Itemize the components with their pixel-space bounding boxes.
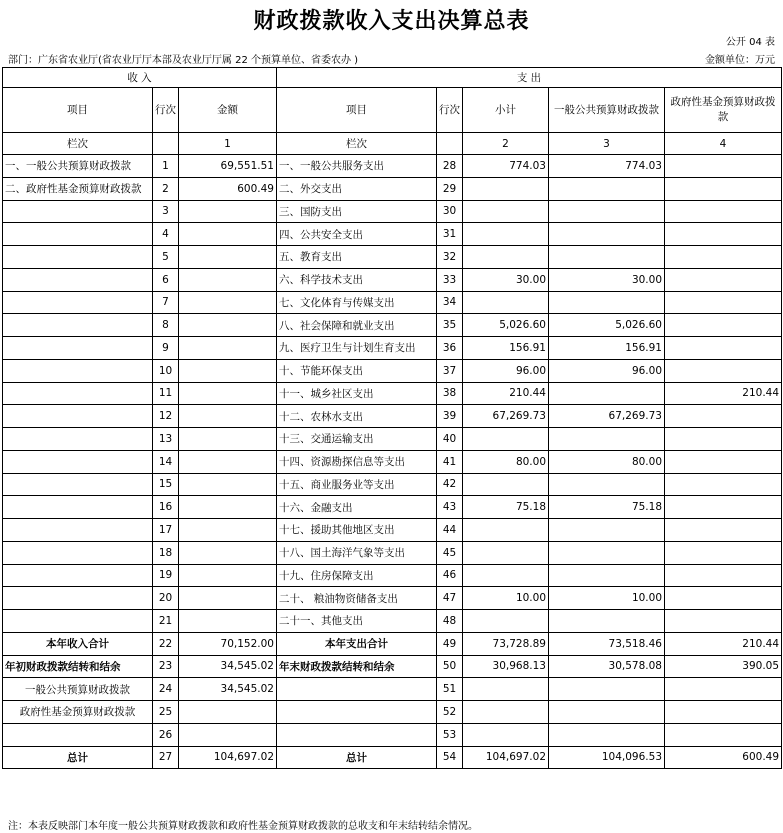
- report-title: 财政拨款收入支出决算总表: [253, 9, 530, 34]
- expense-rowno-cell: 46: [437, 564, 463, 587]
- table-row: [3, 359, 782, 382]
- income-rowno-cell: 14: [153, 450, 179, 473]
- general-budget-cell: [549, 519, 665, 542]
- expense-rowno-cell: 33: [437, 268, 463, 291]
- gov-fund-cell: 390.05: [665, 655, 782, 678]
- income-item-cell: [3, 246, 153, 269]
- subtotal-cell: 67,269.73: [463, 405, 549, 428]
- table-row: [3, 291, 782, 314]
- income-amount-cell: [179, 382, 277, 405]
- table-row: [3, 541, 782, 564]
- expense-item-cell: 十四、资源勘探信息等支出: [277, 450, 437, 473]
- table-row: [3, 314, 782, 337]
- income-rowno-header: 行次: [153, 88, 179, 133]
- income-item-cell: [3, 200, 153, 223]
- gov-fund-cell: [665, 155, 782, 178]
- income-amount-cell: [179, 200, 277, 223]
- expense-item-cell: 二十一、其他支出: [277, 610, 437, 633]
- expense-item-cell: 二、外交支出: [277, 177, 437, 200]
- expense-item-cell: 总计: [277, 746, 437, 769]
- income-rowno-cell: 10: [153, 359, 179, 382]
- subtotal-cell: [463, 428, 549, 451]
- table-row: [3, 496, 782, 519]
- general-budget-cell: [549, 473, 665, 496]
- expense-item-cell: 十七、援助其他地区支出: [277, 519, 437, 542]
- expense-rowno-cell: 30: [437, 200, 463, 223]
- expense-rowno-cell: 31: [437, 223, 463, 246]
- header-row-sections: [3, 68, 782, 88]
- table-row: [3, 610, 782, 633]
- income-amount-cell: [179, 405, 277, 428]
- table-row: [3, 246, 782, 269]
- table-row: [3, 519, 782, 542]
- income-item-cell: [3, 587, 153, 610]
- gov-fund-cell: [665, 268, 782, 291]
- income-rowno-cell: 25: [153, 701, 179, 724]
- income-rowno-cell: 2: [153, 177, 179, 200]
- expense-item-cell: 四、公共安全支出: [277, 223, 437, 246]
- subtotal-cell: [463, 723, 549, 746]
- subtotal-cell: 73,728.89: [463, 632, 549, 655]
- general-budget-cell: 30,578.08: [549, 655, 665, 678]
- general-budget-header: 一般公共预算财政拨款: [549, 88, 665, 133]
- header-row-column-numbers: [3, 133, 782, 155]
- subtotal-cell: 5,026.60: [463, 314, 549, 337]
- department-label: 部门：广东省农业厅(省农业厅厅本部及农业厅厅属 22 个预算单位、省委农办 ): [8, 55, 359, 66]
- income-item-header: 项目: [3, 88, 153, 133]
- gov-fund-header: 政府性基金预算财政拨款: [665, 88, 782, 133]
- table-row: [3, 223, 782, 246]
- col3-number: 3: [549, 133, 665, 155]
- income-item-cell: 政府性基金预算财政拨款: [3, 701, 153, 724]
- gov-fund-cell: 600.49: [665, 746, 782, 769]
- income-amount-cell: [179, 223, 277, 246]
- income-rowno-cell: 22: [153, 632, 179, 655]
- gov-fund-cell: [665, 610, 782, 633]
- expense-item-cell: 十三、交通运输支出: [277, 428, 437, 451]
- table-row: [3, 655, 782, 678]
- income-item-cell: [3, 359, 153, 382]
- gov-fund-cell: 210.44: [665, 382, 782, 405]
- table-row: [3, 473, 782, 496]
- expense-item-cell: 九、医疗卫生与计划生育支出: [277, 337, 437, 360]
- expense-rowno-cell: 45: [437, 541, 463, 564]
- subtotal-cell: [463, 541, 549, 564]
- expense-rowno-cell: 53: [437, 723, 463, 746]
- gov-fund-cell: [665, 359, 782, 382]
- income-item-cell: 一、一般公共预算财政拨款: [3, 155, 153, 178]
- subtotal-cell: [463, 701, 549, 724]
- general-budget-cell: 5,026.60: [549, 314, 665, 337]
- col1-number: 1: [179, 133, 277, 155]
- general-budget-cell: [549, 564, 665, 587]
- gov-fund-cell: [665, 587, 782, 610]
- expense-item-header: 项目: [277, 88, 437, 133]
- income-amount-cell: 70,152.00: [179, 632, 277, 655]
- expense-item-cell: 一、一般公共服务支出: [277, 155, 437, 178]
- table-row: [3, 405, 782, 428]
- expense-rowno-cell: 29: [437, 177, 463, 200]
- income-rowno-cell: 19: [153, 564, 179, 587]
- income-item-cell: [3, 428, 153, 451]
- income-rowno-cell: 17: [153, 519, 179, 542]
- expense-rowno-cell: 41: [437, 450, 463, 473]
- income-item-cell: 本年收入合计: [3, 632, 153, 655]
- income-rowno-cell: 18: [153, 541, 179, 564]
- income-rowno-cell: 20: [153, 587, 179, 610]
- income-rowno-cell: 27: [153, 746, 179, 769]
- income-item-cell: [3, 473, 153, 496]
- income-amount-cell: [179, 496, 277, 519]
- income-amount-cell: [179, 473, 277, 496]
- expense-rowno-cell: 44: [437, 519, 463, 542]
- table-row: [3, 587, 782, 610]
- general-budget-cell: 73,518.46: [549, 632, 665, 655]
- income-item-cell: [3, 541, 153, 564]
- subtotal-cell: [463, 519, 549, 542]
- subtotal-cell: 10.00: [463, 587, 549, 610]
- expense-rowno-cell: 38: [437, 382, 463, 405]
- subtotal-cell: [463, 246, 549, 269]
- expense-item-cell: 十、节能环保支出: [277, 359, 437, 382]
- table-row: [3, 450, 782, 473]
- general-budget-cell: 10.00: [549, 587, 665, 610]
- income-rowno-cell: 21: [153, 610, 179, 633]
- subtotal-cell: 774.03: [463, 155, 549, 178]
- income-rowno-cell: 8: [153, 314, 179, 337]
- gov-fund-cell: [665, 450, 782, 473]
- income-amount-cell: [179, 246, 277, 269]
- income-item-cell: [3, 519, 153, 542]
- general-budget-cell: 96.00: [549, 359, 665, 382]
- income-rowno-cell: 4: [153, 223, 179, 246]
- income-item-cell: [3, 610, 153, 633]
- income-item-cell: [3, 382, 153, 405]
- income-amount-header: 金额: [179, 88, 277, 133]
- table-row: [3, 723, 782, 746]
- expense-item-cell: 本年支出合计: [277, 632, 437, 655]
- income-item-cell: [3, 496, 153, 519]
- general-budget-cell: [549, 200, 665, 223]
- income-rowno-cell: 23: [153, 655, 179, 678]
- gov-fund-cell: [665, 177, 782, 200]
- table-row: [3, 564, 782, 587]
- gov-fund-cell: [665, 337, 782, 360]
- income-amount-cell: [179, 450, 277, 473]
- income-amount-cell: [179, 314, 277, 337]
- expense-section-header: 支 出: [277, 68, 782, 88]
- subtotal-cell: 210.44: [463, 382, 549, 405]
- gov-fund-cell: [665, 291, 782, 314]
- expense-column-no-label: 栏次: [277, 133, 437, 155]
- income-item-cell: [3, 291, 153, 314]
- footnote: 注：本表反映部门本年度一般公共预算财政拨款和政府性基金预算财政拨款的总收支和年末结转结余情况。: [8, 821, 478, 832]
- subtotal-header: 小计: [463, 88, 549, 133]
- gov-fund-cell: [665, 496, 782, 519]
- income-amount-cell: [179, 337, 277, 360]
- expense-item-cell: 六、科学技术支出: [277, 268, 437, 291]
- income-rowno-cell: 11: [153, 382, 179, 405]
- general-budget-cell: 104,096.53: [549, 746, 665, 769]
- general-budget-cell: [549, 610, 665, 633]
- budget-table: [2, 67, 782, 769]
- income-item-cell: [3, 450, 153, 473]
- gov-fund-cell: [665, 541, 782, 564]
- subtotal-cell: [463, 177, 549, 200]
- income-rowno-cell: 3: [153, 200, 179, 223]
- table-row: [3, 701, 782, 724]
- income-item-cell: 二、政府性基金预算财政拨款: [3, 177, 153, 200]
- expense-rowno-cell: 50: [437, 655, 463, 678]
- subtotal-cell: [463, 223, 549, 246]
- income-amount-cell: 600.49: [179, 177, 277, 200]
- income-item-cell: [3, 223, 153, 246]
- income-rowno-cell: 15: [153, 473, 179, 496]
- expense-item-cell: 五、教育支出: [277, 246, 437, 269]
- general-budget-cell: [549, 428, 665, 451]
- table-row: [3, 337, 782, 360]
- income-rowno-cell: 26: [153, 723, 179, 746]
- gov-fund-cell: [665, 223, 782, 246]
- gov-fund-cell: [665, 246, 782, 269]
- expense-item-cell: 十一、城乡社区支出: [277, 382, 437, 405]
- table-row: [3, 200, 782, 223]
- table-row: [3, 268, 782, 291]
- gov-fund-cell: [665, 473, 782, 496]
- general-budget-cell: [549, 291, 665, 314]
- table-row: [3, 177, 782, 200]
- general-budget-cell: 67,269.73: [549, 405, 665, 428]
- income-item-cell: 年初财政拨款结转和结余: [3, 655, 153, 678]
- income-item-cell: [3, 337, 153, 360]
- income-amount-cell: [179, 291, 277, 314]
- income-amount-cell: [179, 723, 277, 746]
- expense-rowno-cell: 51: [437, 678, 463, 701]
- general-budget-cell: [549, 246, 665, 269]
- income-amount-cell: 104,697.02: [179, 746, 277, 769]
- header-row-columns: [3, 88, 782, 133]
- expense-rowno-cell: 40: [437, 428, 463, 451]
- expense-item-cell: 十二、农林水支出: [277, 405, 437, 428]
- gov-fund-cell: [665, 405, 782, 428]
- income-rowno-cell: 24: [153, 678, 179, 701]
- income-item-cell: 一般公共预算财政拨款: [3, 678, 153, 701]
- expense-item-cell: 年末财政拨款结转和结余: [277, 655, 437, 678]
- expense-rowno-cell: 47: [437, 587, 463, 610]
- unit-label: 金额单位：万元: [705, 55, 775, 66]
- income-amount-cell: [179, 541, 277, 564]
- income-item-cell: [3, 405, 153, 428]
- expense-item-cell: 十五、商业服务业等支出: [277, 473, 437, 496]
- income-item-cell: [3, 723, 153, 746]
- table-row: [3, 746, 782, 769]
- table-row: [3, 678, 782, 701]
- expense-rowno-cell: 34: [437, 291, 463, 314]
- income-rowno-cell: 12: [153, 405, 179, 428]
- income-amount-cell: [179, 610, 277, 633]
- income-amount-cell: [179, 359, 277, 382]
- expense-rowno-cell: 54: [437, 746, 463, 769]
- income-amount-cell: [179, 564, 277, 587]
- income-rowno-cell: 5: [153, 246, 179, 269]
- general-budget-cell: [549, 678, 665, 701]
- general-budget-cell: [549, 541, 665, 564]
- expense-rowno-cell: 37: [437, 359, 463, 382]
- subtotal-cell: 30.00: [463, 268, 549, 291]
- col2-number: 2: [463, 133, 549, 155]
- general-budget-cell: 30.00: [549, 268, 665, 291]
- income-item-cell: [3, 268, 153, 291]
- income-amount-cell: 34,545.02: [179, 655, 277, 678]
- empty-cell: [153, 133, 179, 155]
- expense-rowno-cell: 42: [437, 473, 463, 496]
- subtotal-cell: [463, 200, 549, 223]
- income-amount-cell: [179, 428, 277, 451]
- subtotal-cell: [463, 473, 549, 496]
- expense-item-cell: [277, 723, 437, 746]
- subtotal-cell: 156.91: [463, 337, 549, 360]
- expense-item-cell: 十九、住房保障支出: [277, 564, 437, 587]
- income-column-no-label: 栏次: [3, 133, 153, 155]
- expense-item-cell: 十八、国土海洋气象等支出: [277, 541, 437, 564]
- income-amount-cell: [179, 587, 277, 610]
- expense-item-cell: [277, 678, 437, 701]
- income-rowno-cell: 1: [153, 155, 179, 178]
- table-row: [3, 382, 782, 405]
- general-budget-cell: [549, 223, 665, 246]
- expense-item-cell: 七、文化体育与传媒支出: [277, 291, 437, 314]
- empty-cell: [437, 133, 463, 155]
- general-budget-cell: [549, 723, 665, 746]
- expense-rowno-header: 行次: [437, 88, 463, 133]
- expense-item-cell: [277, 701, 437, 724]
- table-row: [3, 155, 782, 178]
- subtotal-cell: [463, 291, 549, 314]
- expense-rowno-cell: 35: [437, 314, 463, 337]
- income-item-cell: 总计: [3, 746, 153, 769]
- subtotal-cell: 96.00: [463, 359, 549, 382]
- income-amount-cell: 69,551.51: [179, 155, 277, 178]
- gov-fund-cell: [665, 519, 782, 542]
- general-budget-cell: 156.91: [549, 337, 665, 360]
- expense-rowno-cell: 49: [437, 632, 463, 655]
- expense-rowno-cell: 48: [437, 610, 463, 633]
- expense-rowno-cell: 39: [437, 405, 463, 428]
- gov-fund-cell: [665, 701, 782, 724]
- expense-rowno-cell: 36: [437, 337, 463, 360]
- subtotal-cell: [463, 678, 549, 701]
- general-budget-cell: [549, 177, 665, 200]
- gov-fund-cell: [665, 428, 782, 451]
- general-budget-cell: 75.18: [549, 496, 665, 519]
- subtotal-cell: [463, 564, 549, 587]
- income-item-cell: [3, 314, 153, 337]
- general-budget-cell: 80.00: [549, 450, 665, 473]
- income-item-cell: [3, 564, 153, 587]
- income-section-header: 收 入: [3, 68, 277, 88]
- table-row: [3, 632, 782, 655]
- expense-item-cell: 三、国防支出: [277, 200, 437, 223]
- expense-rowno-cell: 28: [437, 155, 463, 178]
- subtotal-cell: 104,697.02: [463, 746, 549, 769]
- income-amount-cell: [179, 519, 277, 542]
- gov-fund-cell: [665, 678, 782, 701]
- expense-item-cell: 十六、金融支出: [277, 496, 437, 519]
- expense-rowno-cell: 52: [437, 701, 463, 724]
- form-code: 公开 04 表: [725, 37, 775, 48]
- income-amount-cell: [179, 701, 277, 724]
- subtotal-cell: 75.18: [463, 496, 549, 519]
- expense-item-cell: 八、社会保障和就业支出: [277, 314, 437, 337]
- income-rowno-cell: 13: [153, 428, 179, 451]
- expense-rowno-cell: 32: [437, 246, 463, 269]
- gov-fund-cell: 210.44: [665, 632, 782, 655]
- subtotal-cell: 80.00: [463, 450, 549, 473]
- income-amount-cell: 34,545.02: [179, 678, 277, 701]
- gov-fund-cell: [665, 723, 782, 746]
- income-rowno-cell: 16: [153, 496, 179, 519]
- subtotal-cell: 30,968.13: [463, 655, 549, 678]
- subtotal-cell: [463, 610, 549, 633]
- expense-item-cell: 二十、 粮油物资储备支出: [277, 587, 437, 610]
- income-rowno-cell: 7: [153, 291, 179, 314]
- expense-rowno-cell: 43: [437, 496, 463, 519]
- general-budget-cell: 774.03: [549, 155, 665, 178]
- income-amount-cell: [179, 268, 277, 291]
- gov-fund-cell: [665, 314, 782, 337]
- gov-fund-cell: [665, 200, 782, 223]
- income-rowno-cell: 9: [153, 337, 179, 360]
- col4-number: 4: [665, 133, 782, 155]
- income-rowno-cell: 6: [153, 268, 179, 291]
- gov-fund-cell: [665, 564, 782, 587]
- general-budget-cell: [549, 701, 665, 724]
- general-budget-cell: [549, 382, 665, 405]
- table-row: [3, 428, 782, 451]
